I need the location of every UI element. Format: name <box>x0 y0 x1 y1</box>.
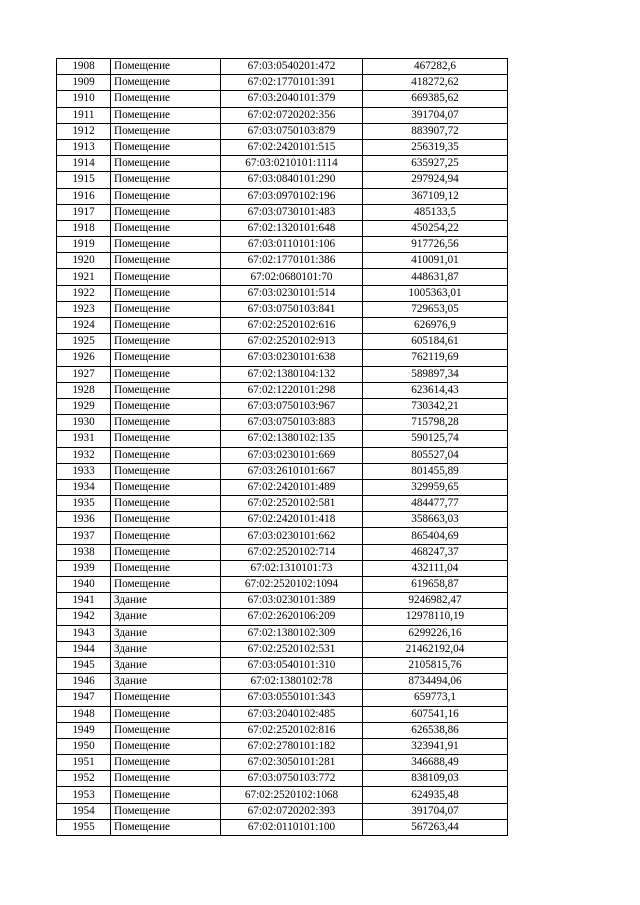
object-type-cell: Помещение <box>111 755 221 771</box>
table-row <box>57 463 508 479</box>
cadastral-value-cell: 450254,22 <box>363 220 508 236</box>
table-row <box>57 204 508 220</box>
object-type-cell: Помещение <box>111 334 221 350</box>
cadastral-number-cell: 67:03:0750103:883 <box>221 415 363 431</box>
object-type-cell: Здание <box>111 625 221 641</box>
cadastral-value-cell: 623614,43 <box>363 382 508 398</box>
row-number-cell: 1944 <box>57 641 111 657</box>
row-number-cell: 1927 <box>57 366 111 382</box>
table-row <box>57 285 508 301</box>
cadastral-value-cell: 9246982,47 <box>363 593 508 609</box>
cadastral-number-cell: 67:03:0750103:841 <box>221 301 363 317</box>
cadastral-value-cell: 410091,01 <box>363 253 508 269</box>
row-number-cell: 1943 <box>57 625 111 641</box>
cadastral-value-cell: 865404,69 <box>363 528 508 544</box>
cadastral-value-cell: 669385,62 <box>363 91 508 107</box>
cadastral-number-cell: 67:02:2520102:816 <box>221 722 363 738</box>
object-type-cell: Помещение <box>111 188 221 204</box>
table-row <box>57 479 508 495</box>
cadastral-value-cell: 484477,77 <box>363 496 508 512</box>
cadastral-value-table <box>56 58 508 836</box>
table-row <box>57 269 508 285</box>
cadastral-number-cell: 67:02:2520102:1094 <box>221 577 363 593</box>
row-number-cell: 1955 <box>57 819 111 835</box>
table-row <box>57 334 508 350</box>
row-number-cell: 1929 <box>57 398 111 414</box>
row-number-cell: 1941 <box>57 593 111 609</box>
table-row <box>57 738 508 754</box>
cadastral-value-cell: 8734494,06 <box>363 674 508 690</box>
table-row <box>57 560 508 576</box>
object-type-cell: Помещение <box>111 220 221 236</box>
row-number-cell: 1918 <box>57 220 111 236</box>
row-number-cell: 1946 <box>57 674 111 690</box>
object-type-cell: Помещение <box>111 819 221 835</box>
cadastral-value-cell: 21462192,04 <box>363 641 508 657</box>
table-row <box>57 398 508 414</box>
table-row <box>57 544 508 560</box>
row-number-cell: 1919 <box>57 237 111 253</box>
cadastral-value-cell: 329959,65 <box>363 479 508 495</box>
table-row <box>57 188 508 204</box>
table-row <box>57 237 508 253</box>
object-type-cell: Помещение <box>111 156 221 172</box>
object-type-cell: Помещение <box>111 431 221 447</box>
row-number-cell: 1952 <box>57 771 111 787</box>
row-number-cell: 1932 <box>57 447 111 463</box>
cadastral-number-cell: 67:02:2520102:616 <box>221 318 363 334</box>
table-row <box>57 577 508 593</box>
object-type-cell: Помещение <box>111 528 221 544</box>
row-number-cell: 1934 <box>57 479 111 495</box>
cadastral-number-cell: 67:02:1380104:132 <box>221 366 363 382</box>
row-number-cell: 1931 <box>57 431 111 447</box>
row-number-cell: 1916 <box>57 188 111 204</box>
cadastral-value-cell: 448631,87 <box>363 269 508 285</box>
object-type-cell: Помещение <box>111 690 221 706</box>
cadastral-number-cell: 67:03:0730101:483 <box>221 204 363 220</box>
cadastral-number-cell: 67:02:2420101:515 <box>221 139 363 155</box>
row-number-cell: 1937 <box>57 528 111 544</box>
row-number-cell: 1947 <box>57 690 111 706</box>
object-type-cell: Помещение <box>111 544 221 560</box>
cadastral-value-cell: 715798,28 <box>363 415 508 431</box>
cadastral-value-cell: 626538,86 <box>363 722 508 738</box>
cadastral-number-cell: 67:03:0230101:662 <box>221 528 363 544</box>
table-row <box>57 366 508 382</box>
cadastral-number-cell: 67:02:2780101:182 <box>221 738 363 754</box>
object-type-cell: Помещение <box>111 771 221 787</box>
row-number-cell: 1911 <box>57 107 111 123</box>
cadastral-value-cell: 917726,56 <box>363 237 508 253</box>
row-number-cell: 1942 <box>57 609 111 625</box>
cadastral-value-cell: 605184,61 <box>363 334 508 350</box>
cadastral-number-cell: 67:02:1220101:298 <box>221 382 363 398</box>
table-row <box>57 674 508 690</box>
object-type-cell: Помещение <box>111 447 221 463</box>
cadastral-number-cell: 67:03:0840101:290 <box>221 172 363 188</box>
object-type-cell: Помещение <box>111 139 221 155</box>
row-number-cell: 1930 <box>57 415 111 431</box>
table-row <box>57 528 508 544</box>
cadastral-value-cell: 256319,35 <box>363 139 508 155</box>
cadastral-number-cell: 67:02:3050101:281 <box>221 755 363 771</box>
cadastral-value-cell: 567263,44 <box>363 819 508 835</box>
object-type-cell: Помещение <box>111 577 221 593</box>
object-type-cell: Помещение <box>111 398 221 414</box>
row-number-cell: 1920 <box>57 253 111 269</box>
cadastral-number-cell: 67:02:2520102:581 <box>221 496 363 512</box>
object-type-cell: Помещение <box>111 479 221 495</box>
object-type-cell: Помещение <box>111 75 221 91</box>
object-type-cell: Помещение <box>111 560 221 576</box>
cadastral-number-cell: 67:02:1380102:135 <box>221 431 363 447</box>
cadastral-value-cell: 468247,37 <box>363 544 508 560</box>
object-type-cell: Помещение <box>111 204 221 220</box>
row-number-cell: 1917 <box>57 204 111 220</box>
cadastral-value-cell: 883907,72 <box>363 123 508 139</box>
table-row <box>57 172 508 188</box>
table-row <box>57 382 508 398</box>
cadastral-number-cell: 67:02:2620106:209 <box>221 609 363 625</box>
cadastral-number-cell: 67:03:0540101:310 <box>221 657 363 673</box>
row-number-cell: 1922 <box>57 285 111 301</box>
cadastral-number-cell: 67:02:1380102:309 <box>221 625 363 641</box>
row-number-cell: 1948 <box>57 706 111 722</box>
cadastral-number-cell: 67:03:0750103:879 <box>221 123 363 139</box>
table-row <box>57 625 508 641</box>
object-type-cell: Помещение <box>111 253 221 269</box>
row-number-cell: 1950 <box>57 738 111 754</box>
cadastral-number-cell: 67:03:2040102:485 <box>221 706 363 722</box>
table-row <box>57 139 508 155</box>
object-type-cell: Помещение <box>111 301 221 317</box>
cadastral-number-cell: 67:03:0750103:772 <box>221 771 363 787</box>
table-row <box>57 301 508 317</box>
object-type-cell: Помещение <box>111 463 221 479</box>
cadastral-value-cell: 801455,89 <box>363 463 508 479</box>
table-row <box>57 156 508 172</box>
table-row <box>57 819 508 835</box>
object-type-cell: Помещение <box>111 59 221 75</box>
row-number-cell: 1908 <box>57 59 111 75</box>
object-type-cell: Здание <box>111 657 221 673</box>
row-number-cell: 1910 <box>57 91 111 107</box>
table-body <box>57 59 508 836</box>
object-type-cell: Помещение <box>111 269 221 285</box>
row-number-cell: 1928 <box>57 382 111 398</box>
cadastral-number-cell: 67:03:0230101:389 <box>221 593 363 609</box>
object-type-cell: Помещение <box>111 787 221 803</box>
row-number-cell: 1949 <box>57 722 111 738</box>
cadastral-number-cell: 67:03:2040101:379 <box>221 91 363 107</box>
cadastral-value-cell: 467282,6 <box>363 59 508 75</box>
object-type-cell: Помещение <box>111 107 221 123</box>
object-type-cell: Помещение <box>111 172 221 188</box>
cadastral-value-cell: 838109,03 <box>363 771 508 787</box>
cadastral-number-cell: 67:02:2520102:531 <box>221 641 363 657</box>
cadastral-value-cell: 1005363,01 <box>363 285 508 301</box>
cadastral-value-cell: 624935,48 <box>363 787 508 803</box>
row-number-cell: 1933 <box>57 463 111 479</box>
row-number-cell: 1953 <box>57 787 111 803</box>
table-row <box>57 350 508 366</box>
cadastral-value-cell: 323941,91 <box>363 738 508 754</box>
cadastral-number-cell: 67:03:0970102:196 <box>221 188 363 204</box>
object-type-cell: Помещение <box>111 496 221 512</box>
object-type-cell: Помещение <box>111 382 221 398</box>
cadastral-number-cell: 67:02:1770101:386 <box>221 253 363 269</box>
cadastral-number-cell: 67:02:1380102:78 <box>221 674 363 690</box>
object-type-cell: Здание <box>111 641 221 657</box>
table-row <box>57 609 508 625</box>
table-row <box>57 722 508 738</box>
cadastral-number-cell: 67:02:0720202:356 <box>221 107 363 123</box>
cadastral-number-cell: 67:03:0230101:514 <box>221 285 363 301</box>
object-type-cell: Помещение <box>111 237 221 253</box>
row-number-cell: 1912 <box>57 123 111 139</box>
cadastral-value-cell: 432111,04 <box>363 560 508 576</box>
cadastral-number-cell: 67:03:0210101:1114 <box>221 156 363 172</box>
cadastral-number-cell: 67:02:2420101:418 <box>221 512 363 528</box>
cadastral-value-cell: 589897,34 <box>363 366 508 382</box>
object-type-cell: Помещение <box>111 738 221 754</box>
object-type-cell: Помещение <box>111 123 221 139</box>
object-type-cell: Помещение <box>111 91 221 107</box>
cadastral-value-cell: 2105815,76 <box>363 657 508 673</box>
object-type-cell: Здание <box>111 609 221 625</box>
cadastral-value-cell: 485133,5 <box>363 204 508 220</box>
row-number-cell: 1951 <box>57 755 111 771</box>
table-row <box>57 75 508 91</box>
table-row <box>57 220 508 236</box>
cadastral-value-cell: 297924,94 <box>363 172 508 188</box>
object-type-cell: Помещение <box>111 803 221 819</box>
table-row <box>57 593 508 609</box>
table-row <box>57 447 508 463</box>
cadastral-value-cell: 391704,07 <box>363 107 508 123</box>
cadastral-value-cell: 626976,9 <box>363 318 508 334</box>
cadastral-value-cell: 619658,87 <box>363 577 508 593</box>
cadastral-number-cell: 67:02:2520102:913 <box>221 334 363 350</box>
table-row <box>57 318 508 334</box>
table-row <box>57 512 508 528</box>
object-type-cell: Помещение <box>111 415 221 431</box>
cadastral-value-cell: 346688,49 <box>363 755 508 771</box>
table-row <box>57 59 508 75</box>
row-number-cell: 1915 <box>57 172 111 188</box>
object-type-cell: Помещение <box>111 366 221 382</box>
table-row <box>57 803 508 819</box>
object-type-cell: Помещение <box>111 722 221 738</box>
table-row <box>57 755 508 771</box>
cadastral-number-cell: 67:02:2420101:489 <box>221 479 363 495</box>
row-number-cell: 1939 <box>57 560 111 576</box>
row-number-cell: 1909 <box>57 75 111 91</box>
cadastral-value-cell: 367109,12 <box>363 188 508 204</box>
cadastral-number-cell: 67:02:2520102:1068 <box>221 787 363 803</box>
cadastral-value-cell: 805527,04 <box>363 447 508 463</box>
object-type-cell: Здание <box>111 674 221 690</box>
cadastral-value-cell: 12978110,19 <box>363 609 508 625</box>
row-number-cell: 1945 <box>57 657 111 673</box>
row-number-cell: 1935 <box>57 496 111 512</box>
cadastral-number-cell: 67:03:2610101:667 <box>221 463 363 479</box>
object-type-cell: Помещение <box>111 285 221 301</box>
table-row <box>57 107 508 123</box>
cadastral-number-cell: 67:02:1320101:648 <box>221 220 363 236</box>
cadastral-value-cell: 635927,25 <box>363 156 508 172</box>
cadastral-number-cell: 67:02:0110101:100 <box>221 819 363 835</box>
table-row <box>57 771 508 787</box>
row-number-cell: 1914 <box>57 156 111 172</box>
row-number-cell: 1940 <box>57 577 111 593</box>
table-row <box>57 496 508 512</box>
cadastral-number-cell: 67:03:0230101:669 <box>221 447 363 463</box>
row-number-cell: 1926 <box>57 350 111 366</box>
table-row <box>57 690 508 706</box>
cadastral-value-cell: 590125,74 <box>363 431 508 447</box>
cadastral-value-cell: 607541,16 <box>363 706 508 722</box>
cadastral-value-cell: 762119,69 <box>363 350 508 366</box>
table-row <box>57 706 508 722</box>
cadastral-value-cell: 358663,03 <box>363 512 508 528</box>
row-number-cell: 1923 <box>57 301 111 317</box>
object-type-cell: Помещение <box>111 706 221 722</box>
cadastral-value-cell: 418272,62 <box>363 75 508 91</box>
cadastral-number-cell: 67:03:0550101:343 <box>221 690 363 706</box>
cadastral-number-cell: 67:03:0110101:106 <box>221 237 363 253</box>
cadastral-number-cell: 67:02:0680101:70 <box>221 269 363 285</box>
table-row <box>57 415 508 431</box>
cadastral-value-cell: 659773,1 <box>363 690 508 706</box>
table-row <box>57 253 508 269</box>
object-type-cell: Здание <box>111 593 221 609</box>
table-row <box>57 657 508 673</box>
row-number-cell: 1954 <box>57 803 111 819</box>
cadastral-number-cell: 67:02:0720202:393 <box>221 803 363 819</box>
row-number-cell: 1925 <box>57 334 111 350</box>
cadastral-number-cell: 67:02:2520102:714 <box>221 544 363 560</box>
cadastral-value-cell: 730342,21 <box>363 398 508 414</box>
cadastral-number-cell: 67:03:0230101:638 <box>221 350 363 366</box>
cadastral-value-cell: 391704,07 <box>363 803 508 819</box>
table-row <box>57 641 508 657</box>
row-number-cell: 1913 <box>57 139 111 155</box>
object-type-cell: Помещение <box>111 350 221 366</box>
table-row <box>57 91 508 107</box>
table-row <box>57 787 508 803</box>
object-type-cell: Помещение <box>111 512 221 528</box>
cadastral-value-cell: 6299226,16 <box>363 625 508 641</box>
cadastral-number-cell: 67:03:0750103:967 <box>221 398 363 414</box>
table-row <box>57 431 508 447</box>
table-row <box>57 123 508 139</box>
cadastral-value-cell: 729653,05 <box>363 301 508 317</box>
cadastral-number-cell: 67:02:1310101:73 <box>221 560 363 576</box>
object-type-cell: Помещение <box>111 318 221 334</box>
row-number-cell: 1924 <box>57 318 111 334</box>
row-number-cell: 1938 <box>57 544 111 560</box>
row-number-cell: 1921 <box>57 269 111 285</box>
cadastral-number-cell: 67:03:0540201:472 <box>221 59 363 75</box>
row-number-cell: 1936 <box>57 512 111 528</box>
cadastral-number-cell: 67:02:1770101:391 <box>221 75 363 91</box>
